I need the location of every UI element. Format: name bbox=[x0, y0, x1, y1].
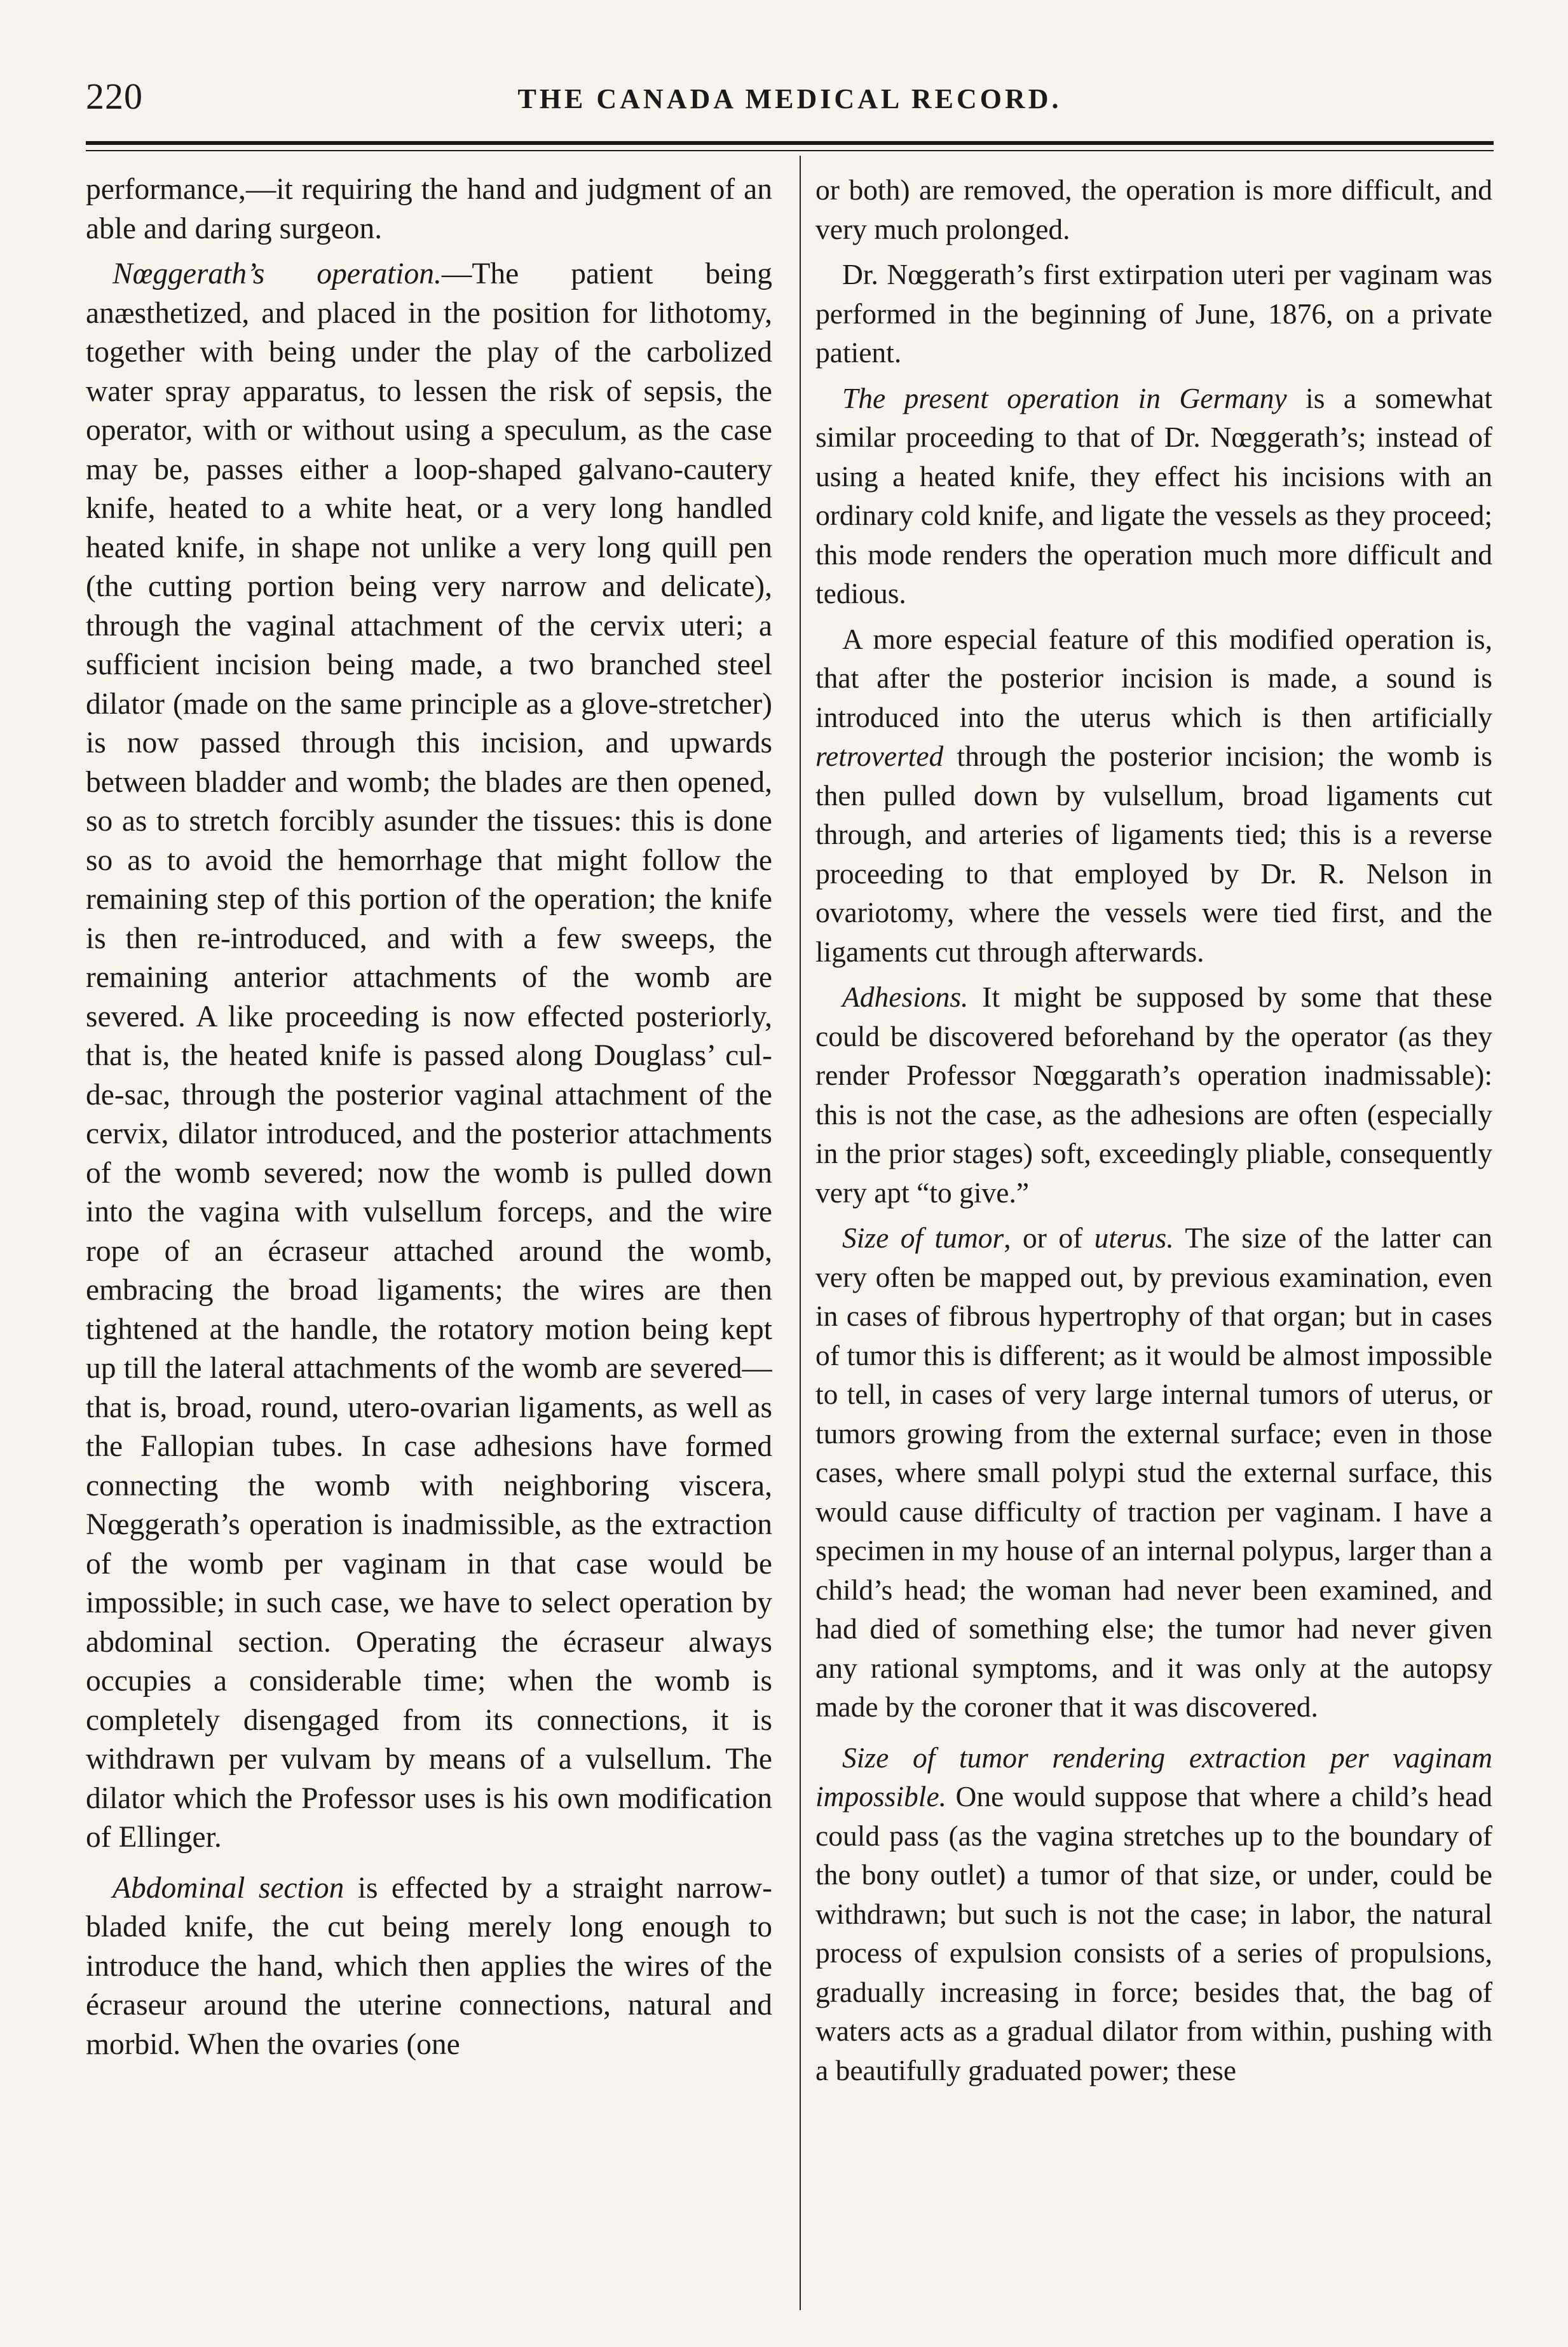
paragraph-text: is a somewhat similar proceeding to that of Dr. Nœggerath’s; instead of using a heated knife, they effect his incisions with an ordinary cold knife, and ligate the vessels as they proceed; this mode renders the operation much more difficult and tedious. bbox=[815, 381, 1492, 609]
paragraph-text: The size of the latter can very often be mapped out, by previous examination, even in cases of fibrous hypertrophy of that organ; but in cases of tumor this is different; as it would be almost impossible to tell, in cases of very large internal tumors of uterus, or tumors growing from the external surface; even in those cases, where small polypi stud the external surface, this would cause difficulty of traction per vaginam. I have a specimen in my house of an internal polypus, larger than a child’s head; the woman had never been examined, and had died of something else; the tumor had never given any rational symptoms, and it was only at the autopsy made by the coroner that it was discovered. bbox=[815, 1221, 1492, 1723]
section-heading-abdominal: Abdominal section bbox=[112, 1871, 344, 1905]
section-heading-size-of-tumor: Size of tumor bbox=[842, 1221, 1004, 1254]
paragraph-text: , or of bbox=[1004, 1221, 1094, 1254]
paragraph-size-of-tumor bbox=[815, 1218, 1492, 1727]
paragraph-first-extirpation: Dr. Nœggerath’s first extirpation uteri per vaginam was performed in the beginning of June, 1876, on a private patient. bbox=[815, 258, 1492, 369]
paragraph-text: One would suppose that where a child’s head could pass (as the vagina stretches up to the boundary of the bony outlet) a tumor of that size, or under, could be withdrawn; but such is not the case; in labor, the natural process of expulsion consists of a series of propulsions, gradually increasing in force; besides that, the bag of waters acts as a gradual dilator from within, pushing with a beautifully graduated power; these bbox=[815, 1780, 1492, 2086]
page-number: 220 bbox=[86, 76, 143, 117]
paragraph-text: through the posterior incision; the womb is then pulled down by vulsellum, broad ligaments cut through, and arteries of ligaments tied; this is a reverse proceeding to that employed by Dr. R. Nelson in ovariotomy, where the vessels were tied first, and the ligaments cut through afterwards. bbox=[815, 740, 1492, 968]
header-rule-thick bbox=[86, 141, 1494, 145]
header-rule-thin bbox=[86, 150, 1494, 151]
section-heading-uterus: uterus. bbox=[1094, 1221, 1174, 1254]
paragraph-text: is effected by a straight narrow-bladed knife, the cut being merely long enough to introduce the hand, which then applies the wires of the écraseur around the uterine connections, natural and morbid. When the ovaries (one bbox=[86, 1871, 772, 2061]
paragraph-extraction-impossible bbox=[815, 1738, 1492, 2090]
section-heading-germany: The present operation in Germany bbox=[842, 381, 1287, 414]
running-head bbox=[86, 75, 1494, 126]
column-divider bbox=[800, 156, 801, 2310]
paragraph-modified-operation bbox=[815, 620, 1492, 972]
paragraph-abdominal-section bbox=[86, 1869, 772, 2065]
section-heading-adhesions: Adhesions. bbox=[842, 981, 969, 1013]
paragraph-performance: performance,—it requiring the hand and judgment of an able and daring surgeon. bbox=[86, 173, 772, 245]
emphasis-retroverted: retroverted bbox=[815, 740, 944, 772]
paragraph-germany-operation bbox=[815, 379, 1492, 613]
section-heading-extraction: Size of tumor rendering extraction per vaginam impossible. bbox=[815, 1741, 1492, 1813]
paragraph-adhesions bbox=[815, 977, 1492, 1212]
paragraph-noeggerath-operation bbox=[86, 255, 772, 1858]
paragraph-text: —The patient being anæsthetized, and placed in the position for lithotomy, together with being under the play of the carbolized water spray apparatus, to lessen the risk of sepsis, the operator, with or without using a speculum, as the case may be, passes either a loop-shaped galvano-cautery knife, heated to a white heat, or a very long handled heated knife, in shape not unlike a very long quill pen (the cutting portion being very narrow and delicate), through the vaginal attachment of the cervix uteri; a sufficient incision being made, a two branched steel dilator (made on the same principle as a glove-stretcher) is now passed through this incision, and upwards between bladder and womb; the blades are then opened, so as to stretch forcibly asunder the tissues: this is done so as to avoid the hemorrhage that might follow the remaining step of this portion of the operation; the knife is then re-introduced, and with a few sweeps, the remaining anterior attachments of the womb are severed. A like proceeding is now effected posteriorly, that is, the heated knife is passed along Douglass’ cul-de-sac, through the posterior vaginal attachment of the cervix, dilator introduced, and the posterior attachments of the womb severed; now the womb is pulled down into the vagina with vulsellum forceps, and the wire rope of an écraseur attached around the womb, embracing the broad ligaments; the wires are then tightened at the handle, the rotatory motion being kept up till the lateral attachments of the womb are severed—that is, broad, round, utero-ovarian ligaments, as well as the Fallopian tubes. In case adhesions have formed connecting the womb with neighboring viscera, Nœggerath’s operation is inadmissible, as the extraction of the womb per vaginam in that case would be impossible; in such case, we have to select operation by abdominal section. Operating the écraseur always occupies a considerable time; when the womb is completely disengaged from its connections, it is withdrawn per vulvam by means of a vulsellum. The dilator which the Professor uses is his own modification of Ellinger. bbox=[86, 257, 772, 1854]
paragraph-text: A more especial feature of this modified operation is, that after the posterior incision is made, a sound is introduced into the uterus which is then artificially bbox=[815, 622, 1492, 733]
section-heading-noeggerath: Nœggerath’s operation. bbox=[112, 257, 442, 290]
paragraph-text: It might be supposed by some that these could be discovered beforehand by the operator (as they render Professor Nœggarath’s operation inadmissable): this is not the case, as the adhesions are often (especially in the prior stages) soft, exceedingly pliable, consequently very apt “to give.” bbox=[815, 981, 1492, 1209]
left-column bbox=[86, 170, 772, 2331]
right-column bbox=[815, 170, 1492, 2331]
journal-title: THE CANADA MEDICAL RECORD. bbox=[517, 83, 1062, 114]
paragraph-ovaries-continued: or both) are removed, the operation is more difficult, and very much prolonged. bbox=[815, 173, 1492, 245]
